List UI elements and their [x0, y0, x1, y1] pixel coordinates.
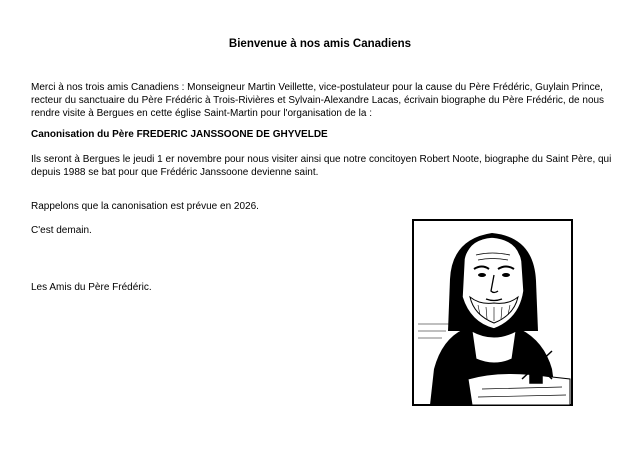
canonisation-heading: Canonisation du Père FREDERIC JANSSOONE DE GHYVELDE	[31, 129, 328, 140]
thanks-paragraph: Merci à nos trois amis Canadiens : Monseigneur Martin Veillette, vice-postulateur pour la cause du Père Frédéric, Guylain Prince, recteur du sanctuaire du Père Frédéric à Trois-Rivières et Sylvain-Alexandre Lacas, écrivain biographe du Père Frédéric, de nous rendre visite à Bergues en cette église Saint-Martin pour l'organisation de la :	[31, 82, 605, 119]
right-eye	[502, 273, 510, 277]
left-eye	[478, 273, 486, 277]
tomorrow-paragraph: C'est demain.	[31, 225, 92, 236]
signature: Les Amis du Père Frédéric.	[31, 282, 152, 293]
visit-paragraph: Ils seront à Bergues le jeudi 1 er novembre pour nous visiter ainsi que notre concitoyen Robert Noote, biographe du Saint Père, qui depuis 1988 se bat pour que Frédéric Janssoone devienne saint.	[31, 154, 612, 178]
pere-frederic-portrait	[412, 219, 573, 406]
page-title: Bienvenue à nos amis Canadiens	[228, 38, 412, 50]
canonisation-date-paragraph: Rappelons que la canonisation est prévue en 2026.	[31, 201, 259, 212]
